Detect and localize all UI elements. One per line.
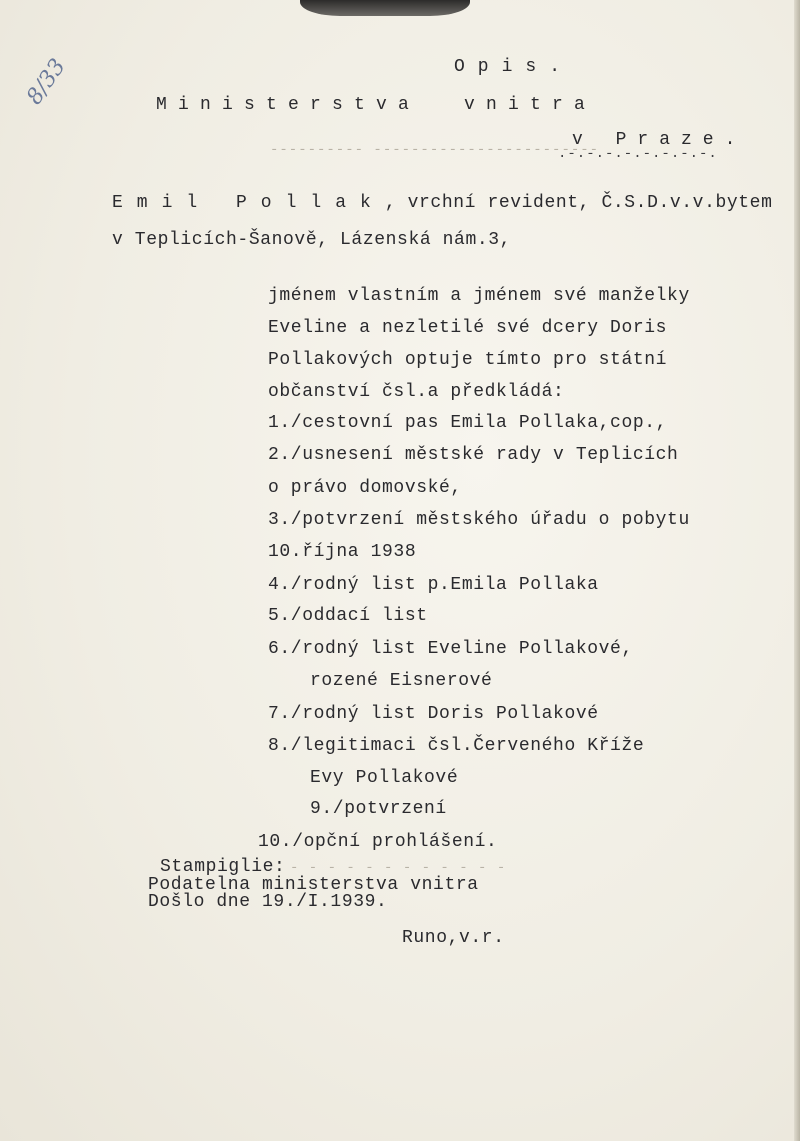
body-line: občanství čsl.a předkládá: xyxy=(268,382,565,402)
attachment-item: 10.října 1938 xyxy=(268,542,417,562)
attachment-item: 1./cestovní pas Emila Pollaka,cop., xyxy=(268,413,668,433)
attachment-item: rozené Eisnerové xyxy=(310,671,493,691)
attachment-item: 3./potvrzení městského úřadu o pobytu xyxy=(268,510,690,530)
sender-line-1 xyxy=(112,192,773,214)
addressee-city: v Praze. xyxy=(572,130,747,150)
paper-edge xyxy=(794,0,800,1141)
handwritten-note: 8/33 xyxy=(22,54,71,110)
attachment-item: 6./rodný list Eveline Pollakové, xyxy=(268,639,633,659)
attachment-item: 5./oddací list xyxy=(268,606,428,626)
attachment-item: 8./legitimaci čsl.Červeného Kříže xyxy=(268,736,645,756)
attachment-item: o právo domovské, xyxy=(268,478,462,498)
stamp-office: Podatelna ministerstva vnitra xyxy=(148,875,479,895)
body-line: Pollakových optuje tímto pro státní xyxy=(268,350,668,370)
dotted-underline: .-.-.-.-.-.-.-.-. xyxy=(558,146,718,162)
attachment-item: 2./usnesení městské rady v Teplicích xyxy=(268,445,679,465)
copy-label: Opis. xyxy=(454,57,574,77)
body-line: Eveline a nezletilé své dcery Doris xyxy=(268,318,668,338)
addressee-ministry: Ministerstva vnitra xyxy=(156,95,597,115)
sender-name: Emil Pollak xyxy=(112,193,385,213)
sender-title: , vrchní revident, Č.S.D.v.v.bytem xyxy=(384,193,773,213)
attachment-item: 9./potvrzení xyxy=(310,799,447,819)
body-line: jménem vlastním a jménem své manželky xyxy=(268,286,690,306)
attachment-item: Evy Pollakové xyxy=(310,768,459,788)
signature: Runo,v.r. xyxy=(402,928,505,948)
paper-fold-shadow xyxy=(300,0,470,16)
attachment-item: 10./opční prohlášení. xyxy=(258,832,498,852)
attachment-item: 4./rodný list p.Emila Pollaka xyxy=(268,575,599,595)
faint-underline: - - - - - - - - - - - - xyxy=(290,860,507,876)
attachment-item: 7./rodný list Doris Pollakové xyxy=(268,704,599,724)
stamp-label: Stampiglie: xyxy=(160,857,286,877)
sender-line-2: v Teplicích-Šanově, Lázenská nám.3, xyxy=(112,230,512,250)
stamp-date: Došlo dne 19./I.1939. xyxy=(148,892,388,912)
faint-underline: ---------- ------------------------ xyxy=(270,142,600,158)
